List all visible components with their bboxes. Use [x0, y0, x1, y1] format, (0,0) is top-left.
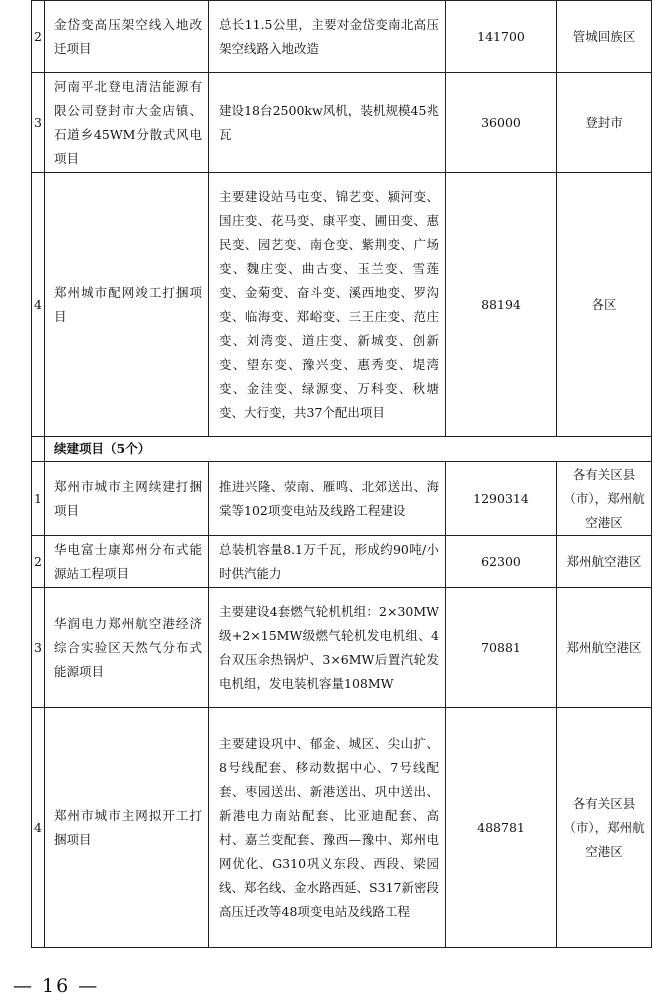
- investment-value: 1290314: [446, 462, 557, 536]
- project-table: [31, 0, 652, 948]
- row-number: 4: [32, 708, 45, 948]
- project-area: 郑州航空港区: [557, 588, 652, 708]
- section-spacer-cell: [32, 437, 45, 462]
- table-row: [32, 73, 652, 173]
- project-content: 建设18台2500kw风机，装机规模45兆瓦: [209, 73, 446, 173]
- section-title: 续建项目（5个）: [45, 437, 652, 462]
- investment-value: 62300: [446, 536, 557, 588]
- section-header-row: [32, 437, 652, 462]
- project-content: 主要建设站马屯变、锦艺变、颍河变、国庄变、花马变、康平变、圃田变、惠民变、园艺变、南仓变、紫荆变、广场变、魏庄变、曲古变、玉兰变、雪莲变、金菊变、奋斗变、溪西地变、罗沟变、临海变、郑峪变、三王庄变、范庄变、刘湾变、道庄变、新城变、创新变、望东变、豫兴变、惠秀变、堤湾变、金洼变、绿源变、万科变、秋塘变、大行变，共37个配出项目: [209, 173, 446, 437]
- table-row: [32, 588, 652, 708]
- investment-value: 36000: [446, 73, 557, 173]
- project-area: 各有关区县（市），郑州航空港区: [557, 708, 652, 948]
- project-content: 总长11.5公里，主要对金岱变南北高压架空线路入地改造: [209, 1, 446, 73]
- investment-value: 88194: [446, 173, 557, 437]
- row-number: 2: [32, 1, 45, 73]
- row-number: 1: [32, 462, 45, 536]
- row-number: 4: [32, 173, 45, 437]
- table-row: [32, 708, 652, 948]
- page-number: — 16 —: [13, 975, 100, 997]
- investment-value: 70881: [446, 588, 557, 708]
- row-number: 3: [32, 73, 45, 173]
- table-row: [32, 173, 652, 437]
- project-content: 主要建设4套燃气轮机机组：2×30MW级+2×15MW级燃气轮机发电机组、4台双压余热锅炉、3×6MW后置汽轮发电机组，发电装机容量108MW: [209, 588, 446, 708]
- row-number: 3: [32, 588, 45, 708]
- project-area: 管城回族区: [557, 1, 652, 73]
- project-name: 华电富士康郑州分布式能源站工程项目: [45, 536, 209, 588]
- project-area: 登封市: [557, 73, 652, 173]
- project-name: 郑州市城市主网拟开工打捆项目: [45, 708, 209, 948]
- project-content: 推进兴隆、荥南、雁鸣、北郊送出、海棠等102项变电站及线路工程建设: [209, 462, 446, 536]
- project-name: 河南平北登电清洁能源有限公司登封市大金店镇、石道乡45WM分散式风电项目: [45, 73, 209, 173]
- project-area: 各有关区县（市），郑州航空港区: [557, 462, 652, 536]
- project-name: 郑州市城市主网续建打捆项目: [45, 462, 209, 536]
- investment-value: 488781: [446, 708, 557, 948]
- project-name: 郑州城市配网竣工打捆项目: [45, 173, 209, 437]
- investment-value: 141700: [446, 1, 557, 73]
- project-name: 华润电力郑州航空港经济综合实验区天然气分布式能源项目: [45, 588, 209, 708]
- table-row: [32, 1, 652, 73]
- project-name: 金岱变高压架空线入地改迁项目: [45, 1, 209, 73]
- project-content: 主要建设巩中、郁金、城区、尖山扩、8号线配套、移动数据中心、7号线配套、枣园送出、新港送出、巩中送出、新港电力南站配套、比亚迪配套、高村、嘉兰变配套、豫西—豫中、郑州电网优化、G310巩义东段、西段、梁园线、郑名线、金水路西延、S317新密段高压迁改等48项变电站及线路工程: [209, 708, 446, 948]
- project-area: 各区: [557, 173, 652, 437]
- row-number: 2: [32, 536, 45, 588]
- project-content: 总装机容量8.1万千瓦，形成约90吨/小时供汽能力: [209, 536, 446, 588]
- project-area: 郑州航空港区: [557, 536, 652, 588]
- table-row: [32, 536, 652, 588]
- table-row: [32, 462, 652, 536]
